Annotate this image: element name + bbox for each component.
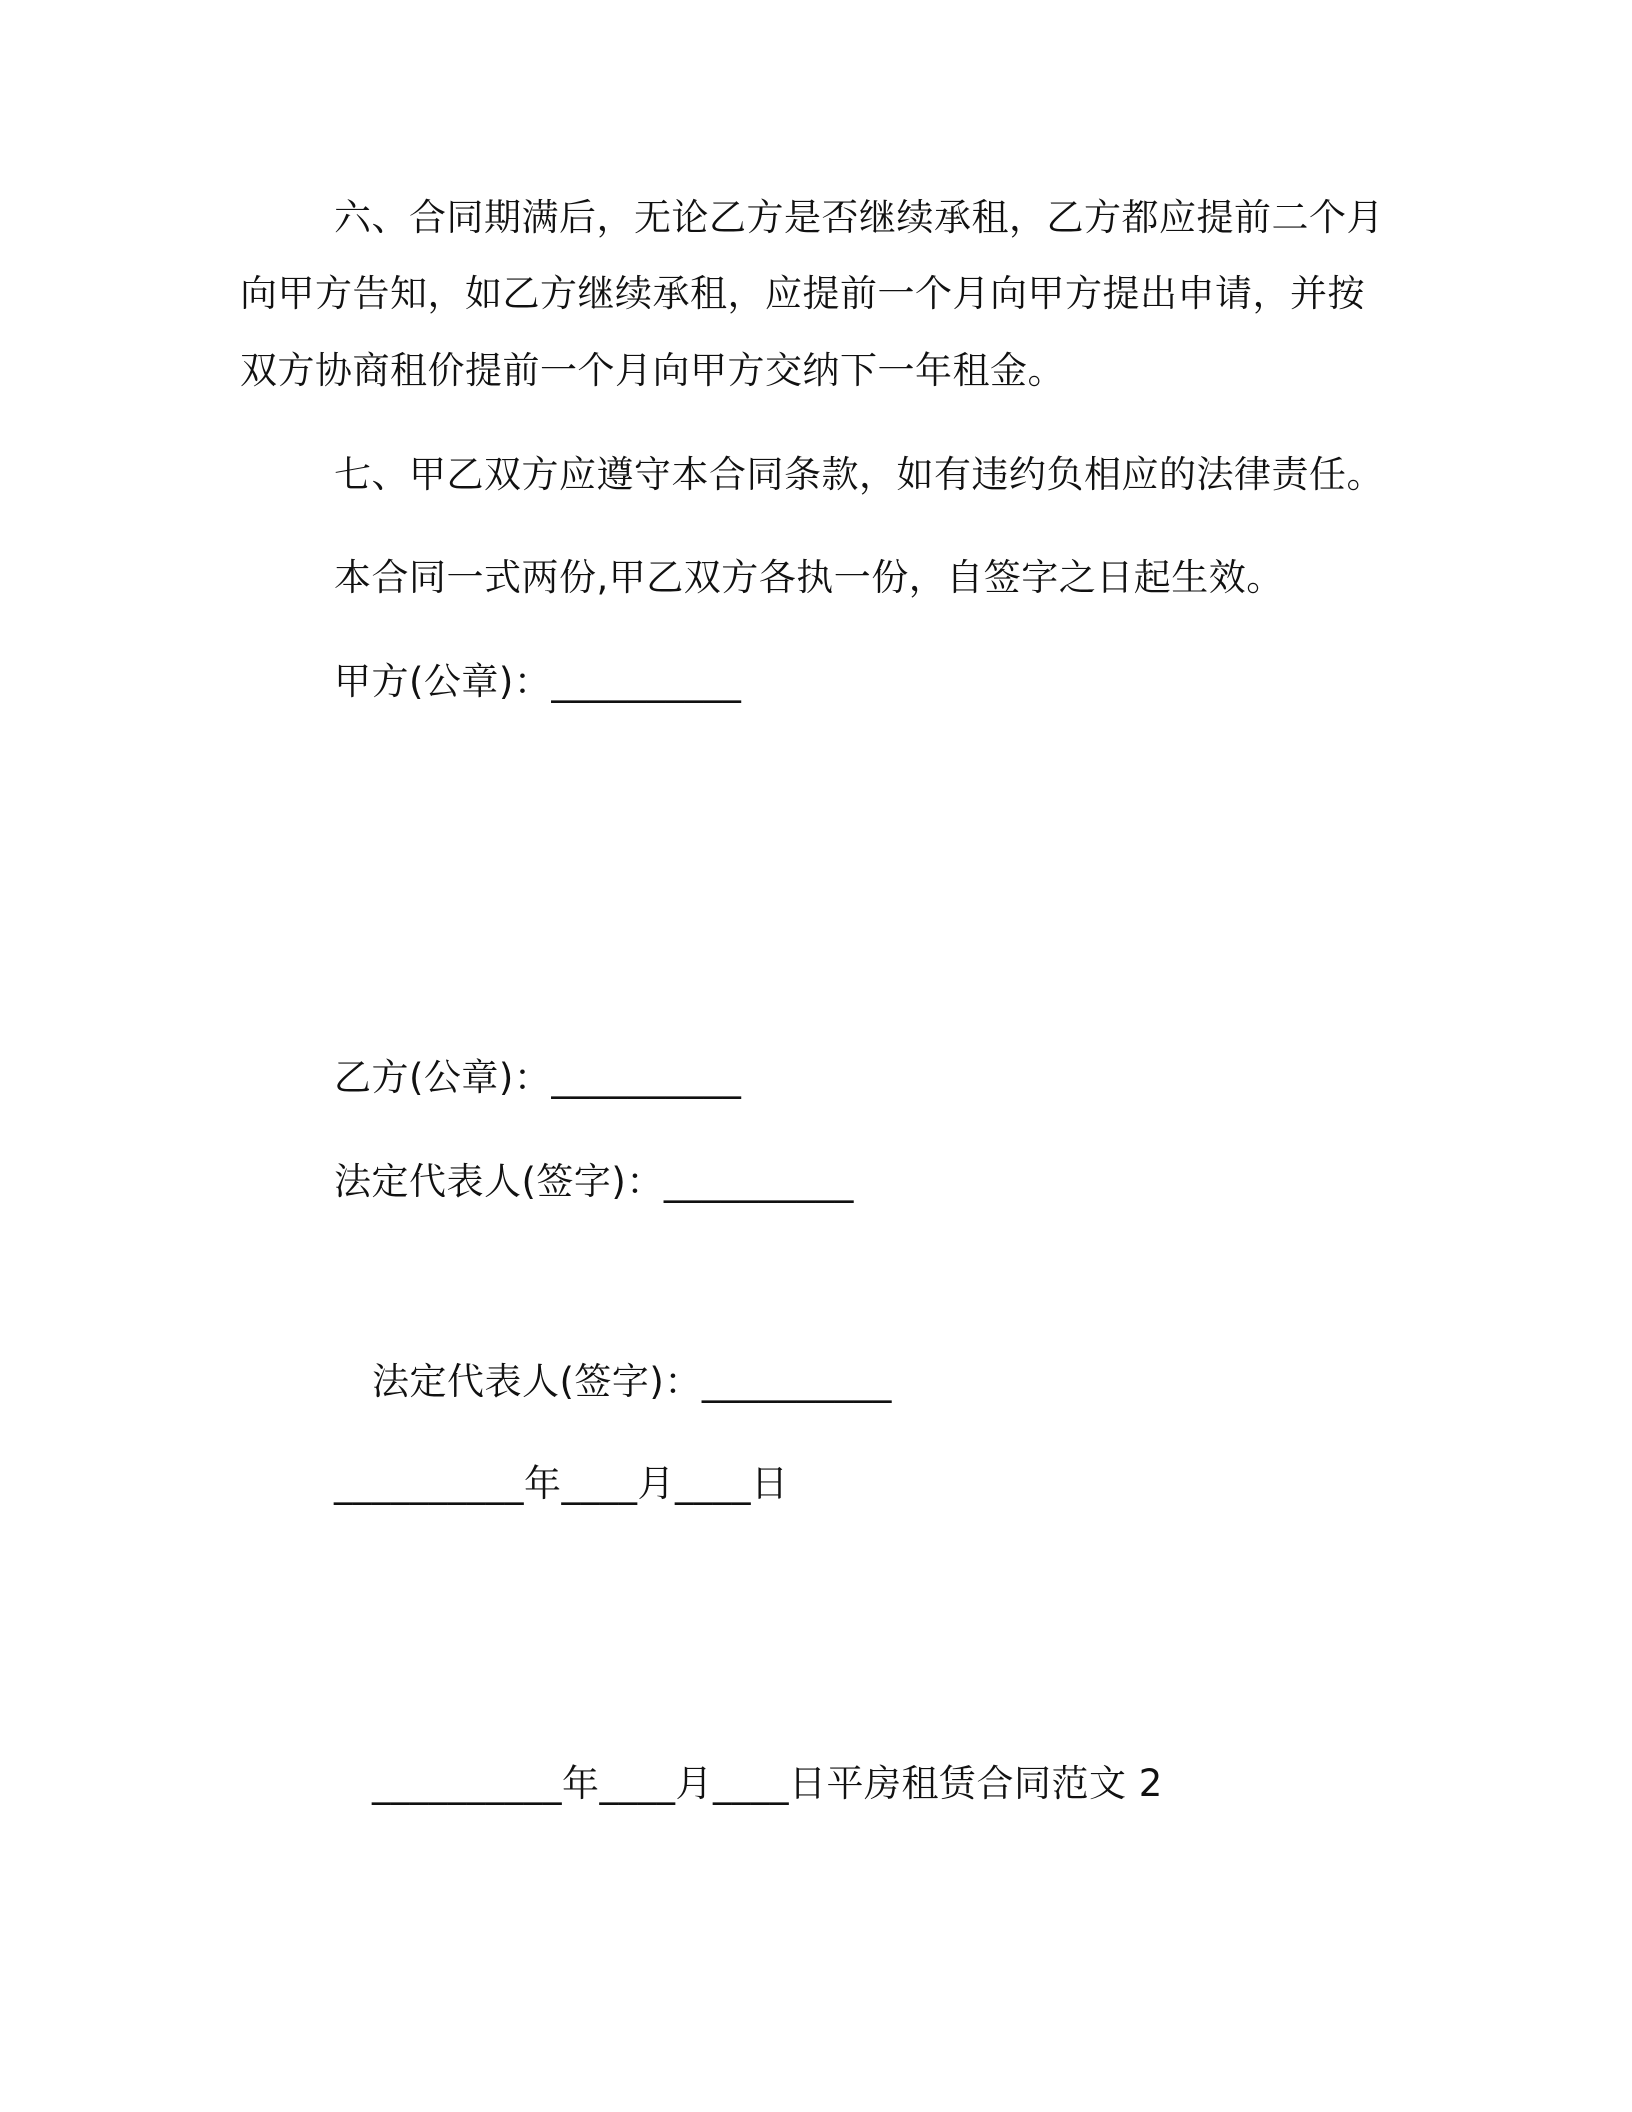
clause-6-line-1: 六、合同期满后，无论乙方是否继续承租，乙方都应提前二个月 [334,196,1384,239]
legal-rep-signature-line-2: 法定代表人(签字)：__________ [372,1360,892,1403]
next-contract-title: __________年____月____日平房租赁合同范文 2 [372,1762,1163,1805]
party-a-seal-line: 甲方(公章)：__________ [334,660,742,703]
legal-rep-signature-line: 法定代表人(签字)：__________ [334,1160,854,1203]
clause-7: 七、甲乙双方应遵守本合同条款，如有违约负相应的法律责任。 [334,453,1384,496]
date-line: __________年____月____日 [334,1462,789,1505]
clause-6-line-3: 双方协商租价提前一个月向甲方交纳下一年租金。 [240,349,1065,392]
copies-statement: 本合同一式两份,甲乙双方各执一份，自签字之日起生效。 [334,556,1284,599]
party-b-seal-line: 乙方(公章)：__________ [334,1056,742,1099]
clause-6-line-2: 向甲方告知，如乙方继续承租，应提前一个月向甲方提出申请，并按 [240,272,1365,315]
